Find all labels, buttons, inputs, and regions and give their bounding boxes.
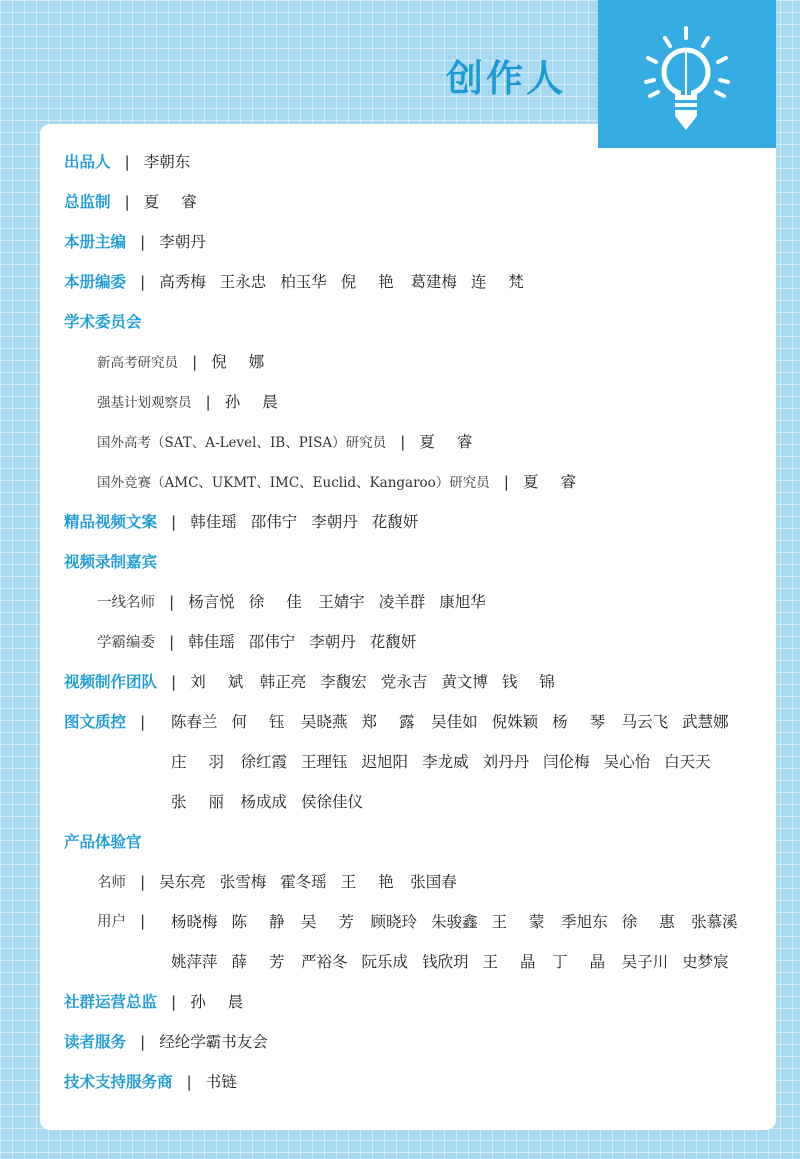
person-name: 夏 睿: [523, 473, 585, 491]
person-name: 吴佳如: [431, 713, 478, 731]
credit-row-academic-2: [97, 430, 489, 452]
separator: |: [140, 713, 146, 731]
person-name: 葛建梅: [410, 273, 457, 291]
separator: |: [140, 873, 146, 891]
person-name: 张慕溪: [691, 913, 738, 931]
person-name: 霍冬瑶: [280, 873, 327, 891]
role-label: 总监制: [64, 193, 111, 211]
person-name: 吴东亮: [159, 873, 206, 891]
person-name: 闫伦梅: [543, 753, 590, 771]
role-label: 技术支持服务商: [64, 1073, 173, 1091]
person-name: 阮乐成: [361, 953, 409, 971]
person-name: 邵伟宁: [250, 513, 298, 531]
name-list: [159, 870, 471, 892]
credit-row-tech-support: [64, 1070, 251, 1092]
testers-users-line: [171, 950, 743, 972]
name-list: [171, 950, 743, 972]
credit-row-testers-users: [97, 910, 159, 931]
separator: |: [124, 153, 130, 171]
credit-row-editor-in-chief: [64, 230, 220, 252]
separator: |: [171, 993, 177, 1011]
role-label: 用户: [97, 914, 126, 930]
person-name: 杨成成: [240, 793, 288, 811]
person-name: 杨言悦: [188, 593, 235, 611]
role-label: 国外竞赛（AMC、UKMT、IMC、Euclid、Kangaroo）研究员: [97, 475, 490, 491]
page-title: 创作人: [446, 57, 566, 100]
person-name: 徐红霞: [240, 753, 288, 771]
person-name: 陈 静: [231, 913, 294, 931]
credit-row-quality-control: [64, 710, 159, 732]
separator: |: [169, 633, 175, 651]
person-name: 凌羊群: [378, 593, 426, 611]
name-list: [171, 910, 752, 932]
person-name: 夏 睿: [143, 193, 206, 211]
person-name: 薛 芳: [231, 953, 294, 971]
role-label: 学霸编委: [97, 635, 155, 651]
role-label: 本册编委: [64, 273, 127, 291]
person-name: 康旭华: [439, 593, 486, 611]
name-list: [159, 1030, 282, 1052]
person-name: 庄 羽: [171, 753, 233, 771]
person-name: 王理钰: [301, 753, 348, 771]
separator: |: [140, 1033, 146, 1051]
name-list: [144, 150, 205, 172]
name-list: [171, 790, 377, 812]
role-label: 图文质控: [64, 713, 127, 731]
section-title: 学术委员会: [64, 313, 142, 331]
name-list: [211, 350, 281, 372]
person-name: 吴心怡: [603, 753, 651, 771]
person-name: 经纶学霸书友会: [159, 1033, 268, 1051]
person-name: 黄文博: [441, 673, 488, 691]
person-name: 李馥宏: [320, 673, 367, 691]
role-label: 读者服务: [64, 1033, 127, 1051]
credit-row-academic-3: [97, 470, 593, 492]
section-header-product-testers: [64, 830, 142, 852]
person-name: 吴子川: [621, 953, 669, 971]
credit-row-video-team: [64, 670, 571, 692]
person-name: 朱骏鑫: [431, 913, 478, 931]
person-name: 书链: [205, 1073, 237, 1091]
testers-users-line: [171, 910, 752, 932]
person-name: 夏 睿: [419, 433, 481, 451]
role-label: 国外高考（SAT、A-Level、IB、PISA）研究员: [97, 435, 387, 451]
person-name: 倪 艳: [340, 273, 403, 291]
name-list: [206, 1070, 251, 1092]
section-header-academic-committee: [64, 310, 142, 332]
person-name: 徐 惠: [621, 913, 684, 931]
person-name: 迟旭阳: [361, 753, 409, 771]
person-name: 李朝丹: [159, 233, 206, 251]
person-name: 邵伟宁: [248, 633, 296, 651]
lightbulb-pencil-icon: [598, 0, 776, 148]
separator: |: [503, 473, 510, 491]
section-header-video-guests: [64, 550, 157, 572]
quality-control-line: [171, 750, 725, 772]
separator: |: [205, 393, 211, 411]
person-name: 孙 晨: [190, 993, 252, 1011]
name-list: [144, 190, 214, 212]
name-list: [188, 630, 430, 652]
credit-row-academic-0: [97, 350, 281, 372]
person-name: 丁 晶: [552, 953, 614, 971]
credit-row-producer: [64, 150, 204, 172]
person-name: 韩正亮: [259, 673, 307, 691]
separator: |: [171, 673, 177, 691]
name-list: [171, 710, 743, 732]
person-name: 刘 斌: [190, 673, 252, 691]
person-name: 李龙威: [422, 753, 469, 771]
person-name: 刘丹丹: [482, 753, 530, 771]
person-name: 严裕冬: [301, 953, 348, 971]
person-name: 何 钰: [231, 713, 294, 731]
person-name: 连 梵: [470, 273, 533, 291]
person-name: 季旭东: [561, 913, 608, 931]
separator: |: [400, 433, 406, 451]
person-name: 张 丽: [171, 793, 233, 811]
credit-row-reader-service: [64, 1030, 282, 1052]
credit-row-guests-1: [97, 630, 430, 652]
person-name: 顾晓玲: [370, 913, 418, 931]
person-name: 张雪梅: [219, 873, 267, 891]
person-name: 白天天: [664, 753, 711, 771]
credit-row-video-script: [64, 510, 432, 532]
credit-row-community-ops: [64, 990, 260, 1012]
role-label: 一线名师: [97, 595, 155, 611]
person-name: 钱欣玥: [422, 953, 469, 971]
section-title: 视频录制嘉宾: [64, 553, 158, 571]
credit-row-editorial-board: [64, 270, 540, 292]
separator: |: [192, 353, 198, 371]
person-name: 史梦宸: [682, 953, 729, 971]
separator: |: [124, 193, 130, 211]
person-name: 柏玉华: [280, 273, 327, 291]
role-label: 名师: [97, 875, 126, 891]
person-name: 倪 娜: [211, 353, 273, 371]
person-name: 党永吉: [380, 673, 428, 691]
person-name: 郑 露: [361, 713, 424, 731]
role-label: 本册主编: [64, 233, 127, 251]
separator: |: [169, 593, 175, 611]
name-list: [419, 430, 489, 452]
person-name: 武慧娜: [682, 713, 729, 731]
separator: |: [171, 513, 177, 531]
name-list: [188, 590, 500, 612]
person-name: 韩佳瑶: [190, 513, 237, 531]
person-name: 韩佳瑶: [188, 633, 235, 651]
person-name: 钱 锦: [501, 673, 564, 691]
credit-row-guests-0: [97, 590, 500, 612]
role-label: 强基计划观察员: [97, 395, 192, 411]
name-list: [159, 270, 540, 292]
person-name: 姚萍萍: [171, 953, 218, 971]
person-name: 陈春兰: [171, 713, 218, 731]
person-name: 李朝丹: [309, 633, 356, 651]
person-name: 王 晶: [482, 953, 545, 971]
role-label: 新高考研究员: [97, 355, 178, 371]
person-name: 高秀梅: [159, 273, 206, 291]
person-name: 李朝东: [143, 153, 191, 171]
person-name: 徐 佳: [248, 593, 311, 611]
person-name: 王 艳: [340, 873, 403, 891]
person-name: 侯徐佳仪: [301, 793, 364, 811]
person-name: 吴 芳: [301, 913, 363, 931]
separator: |: [186, 1073, 192, 1091]
name-list: [190, 670, 571, 692]
person-name: 花馥妍: [369, 633, 417, 651]
separator: |: [140, 273, 146, 291]
person-name: 孙 晨: [224, 393, 287, 411]
credit-row-chief-supervisor: [64, 190, 213, 212]
person-name: 王 蒙: [491, 913, 554, 931]
name-list: [225, 390, 295, 412]
person-name: 倪姝颖: [491, 713, 539, 731]
person-name: 李朝丹: [311, 513, 358, 531]
person-name: 花馥妍: [371, 513, 419, 531]
quality-control-line: [171, 790, 377, 812]
person-name: 马云飞: [621, 713, 669, 731]
person-name: 杨 琴: [552, 713, 614, 731]
name-list: [159, 230, 220, 252]
quality-control-line: [171, 710, 743, 732]
role-label: 社群运营总监: [64, 993, 158, 1011]
credit-row-testers-teachers: [97, 870, 471, 892]
name-list: [523, 470, 593, 492]
person-name: 吴晓燕: [301, 713, 348, 731]
credit-row-academic-1: [97, 390, 294, 412]
section-title: 产品体验官: [64, 833, 142, 851]
role-label: 精品视频文案: [64, 513, 158, 531]
person-name: 杨晓梅: [171, 913, 218, 931]
separator: |: [140, 912, 146, 930]
role-label: 出品人: [64, 153, 111, 171]
person-name: 王婧宇: [318, 593, 365, 611]
name-list: [171, 750, 725, 772]
name-list: [190, 510, 432, 532]
role-label: 视频制作团队: [64, 673, 158, 691]
separator: |: [140, 233, 146, 251]
person-name: 张国春: [410, 873, 457, 891]
person-name: 王永忠: [219, 273, 267, 291]
name-list: [190, 990, 260, 1012]
